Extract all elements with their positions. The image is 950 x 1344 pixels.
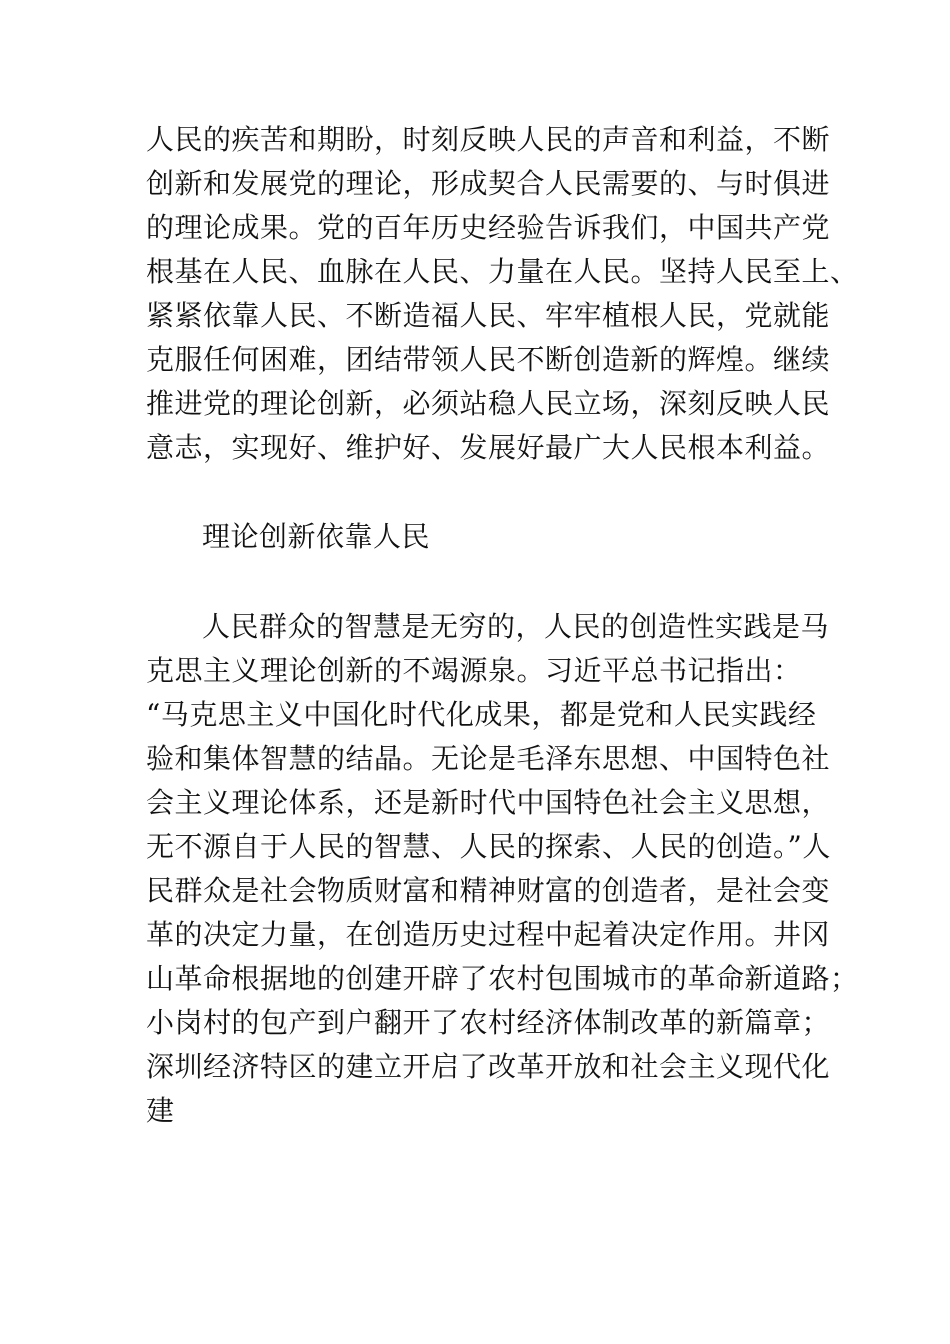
paragraph-2-line: 人民群众的智慧是无穷的，人民的创造性实践是马 (202, 610, 830, 643)
paragraph-2-line: 验和集体智慧的结晶。无论是毛泽东思想、中国特色社 (146, 742, 831, 775)
paragraph-1-line: 意志，实现好、维护好、发展好最广大人民根本利益。 (146, 431, 831, 464)
paragraph-1-line: 根基在人民、血脉在人民、力量在人民。坚持人民至上、 (146, 255, 859, 288)
paragraph-1-line: 人民的疾苦和期盼，时刻反映人民的声音和利益，不断 (146, 123, 831, 156)
paragraph-2-line: 小岗村的包产到户翻开了农村经济体制改革的新篇章； (146, 1006, 831, 1039)
paragraph-2-line: 革的决定力量，在创造历史过程中起着决定作用。井冈 (146, 918, 831, 951)
paragraph-1-line: 创新和发展党的理论，形成契合人民需要的、与时俱进 (146, 167, 831, 200)
paragraph-1-line: 推进党的理论创新，必须站稳人民立场，深刻反映人民 (146, 387, 831, 420)
paragraph-2-line: 深圳经济特区的建立开启了改革开放和社会主义现代化 (146, 1050, 831, 1083)
paragraph-2-line: 山革命根据地的创建开辟了农村包围城市的革命新道路； (146, 962, 859, 995)
paragraph-1-line: 的理论成果。党的百年历史经验告诉我们，中国共产党 (146, 211, 831, 244)
paragraph-2-line: 建 (146, 1094, 175, 1127)
paragraph-1-line: 紧紧依靠人民、不断造福人民、牢牢植根人民，党就能 (146, 299, 831, 332)
section-heading: 理论创新依靠人民 (202, 520, 431, 553)
paragraph-1-line: 克服任何困难，团结带领人民不断创造新的辉煌。继续 (146, 343, 831, 376)
paragraph-2-line: 无不源自于人民的智慧、人民的探索、人民的创造。”人 (146, 830, 831, 863)
paragraph-2-line: 克思主义理论创新的不竭源泉。习近平总书记指出： (146, 654, 802, 687)
paragraph-2-line: “马克思主义中国化时代化成果，都是党和人民实践经 (146, 698, 817, 731)
paragraph-2-line: 民群众是社会物质财富和精神财富的创造者，是社会变 (146, 874, 831, 907)
paragraph-2-line: 会主义理论体系，还是新时代中国特色社会主义思想， (146, 786, 831, 819)
